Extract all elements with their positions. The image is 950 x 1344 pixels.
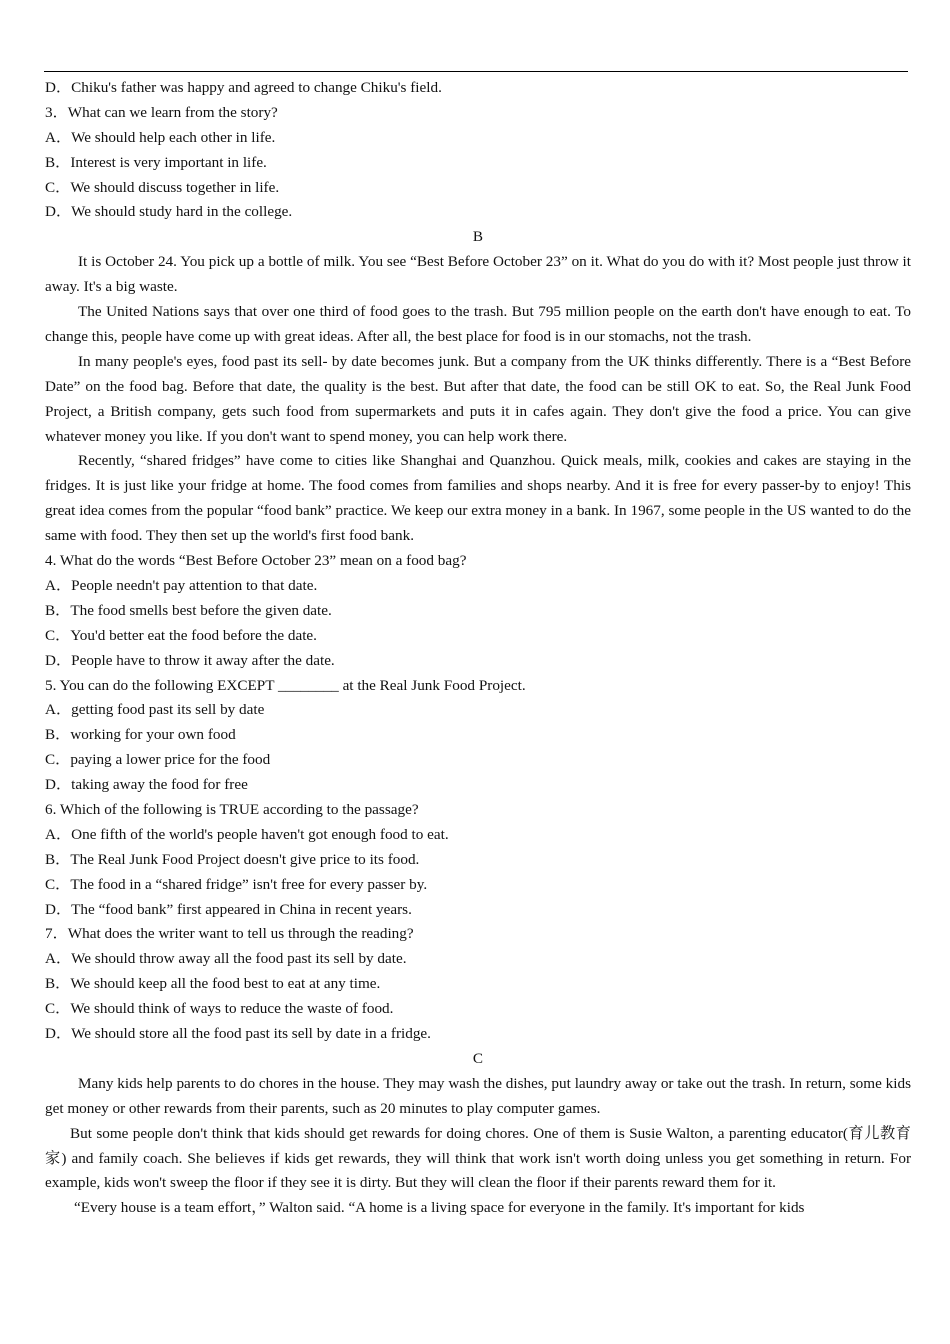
passage-b-label: B — [472, 228, 484, 246]
q7-option-a: A．We should throw away all the food past its sell by date. — [45, 950, 407, 968]
q3-option-a: A．We should help each other in life. — [45, 128, 276, 146]
passage-b-paragraph-3: In many people's eyes, food past its sell- by date becomes junk. But a company from the UK thinks differently. There is a “Best Before Date” on the food bag. Before that date, the quality is the best. But after that date, the food can be still OK to eat. So, the Real Junk Food Project, a British company, gets such food from supermarkets and puts it in cafes again. They don't give the food a price. You can give whatever money you like. If you don't want to spend money, you can help work there. — [45, 352, 911, 445]
q5-option-c: C．paying a lower price for the food — [45, 751, 271, 769]
q3-question: 3．What can we learn from the story? — [45, 103, 278, 121]
passage-b-paragraph-4: Recently, “shared fridges” have come to cities like Shanghai and Quanzhou. Quick meals, milk, cookies and cakes are staying in the fridges. It is just like your fridge at home. The food comes from families and shops nearby. And it is free for every passer-by to enjoy! This great idea comes from the popular “food bank” practice. We keep our extra money in a bank. In 1967, some people in the US wanted to do the same with food. They then set up the world's first food bank. — [45, 452, 911, 545]
q3-option-d: D．We should study hard in the college. — [45, 203, 293, 221]
q6-option-d: D．The “food bank” first appeared in China in recent years. — [45, 900, 412, 918]
q7-option-b: B．We should keep all the food best to eat at any time. — [45, 975, 381, 993]
q7-option-c: C．We should think of ways to reduce the waste of food. — [45, 1000, 394, 1018]
q5-option-d: D．taking away the food for free — [45, 776, 248, 794]
q6-question: 6. Which of the following is TRUE according to the passage? — [45, 801, 419, 819]
q6-option-b: B．The Real Junk Food Project doesn't give price to its food. — [45, 850, 420, 868]
q4-option-a: A．People needn't pay attention to that date. — [45, 577, 318, 594]
q4-option-c: C．You'd better eat the food before the date. — [45, 626, 317, 644]
q5-option-a: A．getting food past its sell by date — [45, 701, 265, 719]
q6-option-c: C．The food in a “shared fridge” isn't free for every passer by. — [45, 875, 428, 893]
q3-option-c: C．We should discuss together in life. — [45, 178, 280, 196]
q5-question: 5. You can do the following EXCEPT ________ at the Real Junk Food Project. — [45, 676, 526, 694]
q6-option-a: A．One fifth of the world's people haven't got enough food to eat. — [45, 825, 449, 843]
passage-b-paragraph-1: It is October 24. You pick up a bottle of milk. You see “Best Before October 23” on it. What do you do with it? Most people just throw it away. It's a big waste. — [45, 253, 911, 296]
exam-page — [45, 76, 911, 1221]
q5-option-b: B．working for your own food — [45, 726, 236, 744]
q2-option-d: D．Chiku's father was happy and agreed to change Chiku's field. — [45, 79, 442, 96]
q7-option-d: D．We should store all the food past its sell by date in a fridge. — [45, 1025, 431, 1043]
q4-option-b: B．The food smells best before the given date. — [45, 601, 332, 619]
passage-c-paragraph-3: “Every house is a team effort，” Walton said. “A home is a living space for everyone in the family. It's important for kids — [74, 1199, 805, 1217]
passage-b-paragraph-2: The United Nations says that over one third of food goes to the trash. But 795 million people on the earth don't have enough to eat. To change this, people have come up with great ideas. After all, the best place for food is in our stomachs, not the trash. — [45, 303, 911, 345]
passage-c-paragraph-2: But some people don't think that kids should get rewards for doing chores. One of them is Susie Walton, a parenting educator(育儿教育家) and family coach. She believes if kids get rewards, they will think that work isn't worth doing unless you get something in return. For example, kids won't sweep the floor if they see it is dirty. But they will clean the floor if their parents reward them for it. — [45, 1124, 911, 1192]
q7-question: 7．What does the writer want to tell us through the reading? — [45, 925, 414, 943]
header-rule — [44, 71, 908, 72]
q4-option-d: D．People have to throw it away after the date. — [45, 651, 335, 669]
passage-c-paragraph-1: Many kids help parents to do chores in the house. They may wash the dishes, put laundry away or take out the trash. In return, some kids get money or other rewards from their parents, such as 20 minutes to play computer games. — [45, 1074, 911, 1117]
passage-c-label: C — [472, 1049, 484, 1067]
q4-question: 4. What do the words “Best Before October 23” mean on a food bag? — [45, 552, 467, 570]
q3-option-b: B．Interest is very important in life. — [45, 153, 267, 171]
